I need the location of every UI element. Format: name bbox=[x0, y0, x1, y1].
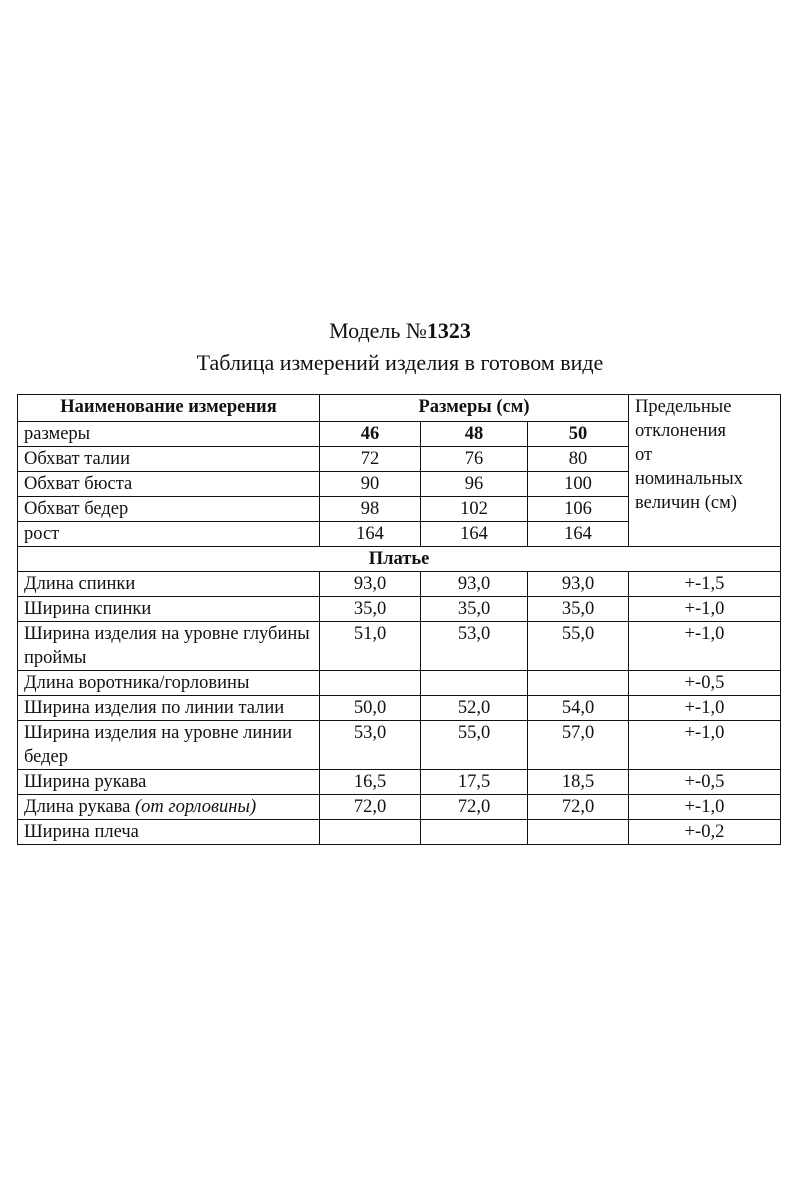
row-label-cell bbox=[18, 770, 320, 795]
row-label-cell bbox=[18, 795, 320, 820]
row-label: Длина воротника/горловины bbox=[24, 673, 250, 693]
column-header-name: Наименование измерения bbox=[18, 395, 320, 422]
value-cell: 53,0 bbox=[421, 622, 528, 671]
row-label: Длина рукава bbox=[24, 797, 135, 817]
garment-measure-row bbox=[18, 721, 781, 770]
tolerance-cell: +-0,2 bbox=[629, 820, 781, 845]
value-cell: 164 bbox=[421, 522, 528, 547]
title-prefix: Модель № bbox=[329, 318, 427, 343]
value-cell: 50,0 bbox=[320, 696, 421, 721]
value-cell: 18,5 bbox=[528, 770, 629, 795]
tolerance-cell: +-0,5 bbox=[629, 770, 781, 795]
row-label-note: (от горловины) bbox=[135, 797, 257, 817]
row-label: Обхват бедер bbox=[18, 497, 320, 522]
table-header-row bbox=[18, 395, 781, 422]
value-cell bbox=[320, 671, 421, 696]
value-cell: 72,0 bbox=[528, 795, 629, 820]
value-cell: 106 bbox=[528, 497, 629, 522]
tolerance-header-line: Предельные bbox=[635, 397, 732, 417]
value-cell: 54,0 bbox=[528, 696, 629, 721]
size-cell: 50 bbox=[528, 422, 629, 447]
tolerance-header-line: величин (см) bbox=[635, 493, 737, 513]
tolerance-header-line: от bbox=[635, 445, 653, 465]
row-label: Ширина изделия на уровне линии бедер bbox=[24, 723, 293, 767]
row-label-cell bbox=[18, 597, 320, 622]
section-title: Платье bbox=[18, 547, 781, 572]
value-cell: 90 bbox=[320, 472, 421, 497]
document-subtitle: Таблица измерений изделия в готовом виде bbox=[196, 350, 604, 375]
row-label-cell bbox=[18, 671, 320, 696]
value-cell: 93,0 bbox=[421, 572, 528, 597]
column-header-tolerance bbox=[629, 395, 781, 547]
value-cell: 76 bbox=[421, 447, 528, 472]
value-cell: 100 bbox=[528, 472, 629, 497]
value-cell: 98 bbox=[320, 497, 421, 522]
row-label-cell bbox=[18, 622, 320, 671]
row-label: Ширина плеча bbox=[24, 822, 139, 842]
row-label-cell bbox=[18, 696, 320, 721]
value-cell: 57,0 bbox=[528, 721, 629, 770]
value-cell bbox=[528, 820, 629, 845]
value-cell: 72 bbox=[320, 447, 421, 472]
tolerance-cell: +-1,0 bbox=[629, 721, 781, 770]
row-label-cell bbox=[18, 820, 320, 845]
row-label: Ширина рукава bbox=[24, 772, 147, 792]
tolerance-cell: +-0,5 bbox=[629, 671, 781, 696]
tolerance-cell: +-1,0 bbox=[629, 622, 781, 671]
size-cell: 48 bbox=[421, 422, 528, 447]
row-label: Ширина спинки bbox=[24, 599, 152, 619]
sizes-row-label: размеры bbox=[18, 422, 320, 447]
value-cell: 17,5 bbox=[421, 770, 528, 795]
garment-measure-row bbox=[18, 597, 781, 622]
section-row bbox=[18, 547, 781, 572]
tolerance-cell: +-1,5 bbox=[629, 572, 781, 597]
value-cell: 16,5 bbox=[320, 770, 421, 795]
tolerance-cell: +-1,0 bbox=[629, 597, 781, 622]
value-cell bbox=[320, 820, 421, 845]
garment-measure-row bbox=[18, 696, 781, 721]
garment-measure-row bbox=[18, 770, 781, 795]
tolerance-cell: +-1,0 bbox=[629, 696, 781, 721]
document-title bbox=[0, 318, 800, 344]
garment-measure-row bbox=[18, 671, 781, 696]
value-cell bbox=[421, 820, 528, 845]
value-cell: 35,0 bbox=[320, 597, 421, 622]
row-label-cell bbox=[18, 721, 320, 770]
value-cell bbox=[421, 671, 528, 696]
value-cell: 93,0 bbox=[320, 572, 421, 597]
value-cell: 35,0 bbox=[421, 597, 528, 622]
value-cell: 52,0 bbox=[421, 696, 528, 721]
size-cell: 46 bbox=[320, 422, 421, 447]
row-label: Длина спинки bbox=[24, 574, 136, 594]
tolerance-header-line: отклонения bbox=[635, 421, 726, 441]
row-label: Обхват бюста bbox=[18, 472, 320, 497]
value-cell: 164 bbox=[320, 522, 421, 547]
value-cell: 35,0 bbox=[528, 597, 629, 622]
row-label: рост bbox=[18, 522, 320, 547]
row-label: Ширина изделия на уровне глубины проймы bbox=[24, 624, 310, 668]
value-cell: 72,0 bbox=[421, 795, 528, 820]
value-cell: 93,0 bbox=[528, 572, 629, 597]
garment-measure-row bbox=[18, 572, 781, 597]
row-label: Обхват талии bbox=[18, 447, 320, 472]
garment-measure-row bbox=[18, 795, 781, 820]
model-number: 1323 bbox=[426, 318, 471, 343]
measurement-table bbox=[17, 394, 781, 845]
value-cell: 72,0 bbox=[320, 795, 421, 820]
value-cell: 53,0 bbox=[320, 721, 421, 770]
value-cell: 55,0 bbox=[421, 721, 528, 770]
value-cell: 55,0 bbox=[528, 622, 629, 671]
value-cell: 51,0 bbox=[320, 622, 421, 671]
garment-measure-row bbox=[18, 820, 781, 845]
value-cell: 102 bbox=[421, 497, 528, 522]
tolerance-cell: +-1,0 bbox=[629, 795, 781, 820]
row-label: Ширина изделия по линии талии bbox=[24, 698, 285, 718]
tolerance-header-line: номинальных bbox=[635, 469, 743, 489]
garment-measure-row bbox=[18, 622, 781, 671]
value-cell: 96 bbox=[421, 472, 528, 497]
column-header-sizes: Размеры (см) bbox=[320, 395, 629, 422]
value-cell: 164 bbox=[528, 522, 629, 547]
value-cell: 80 bbox=[528, 447, 629, 472]
value-cell bbox=[528, 671, 629, 696]
row-label-cell bbox=[18, 572, 320, 597]
